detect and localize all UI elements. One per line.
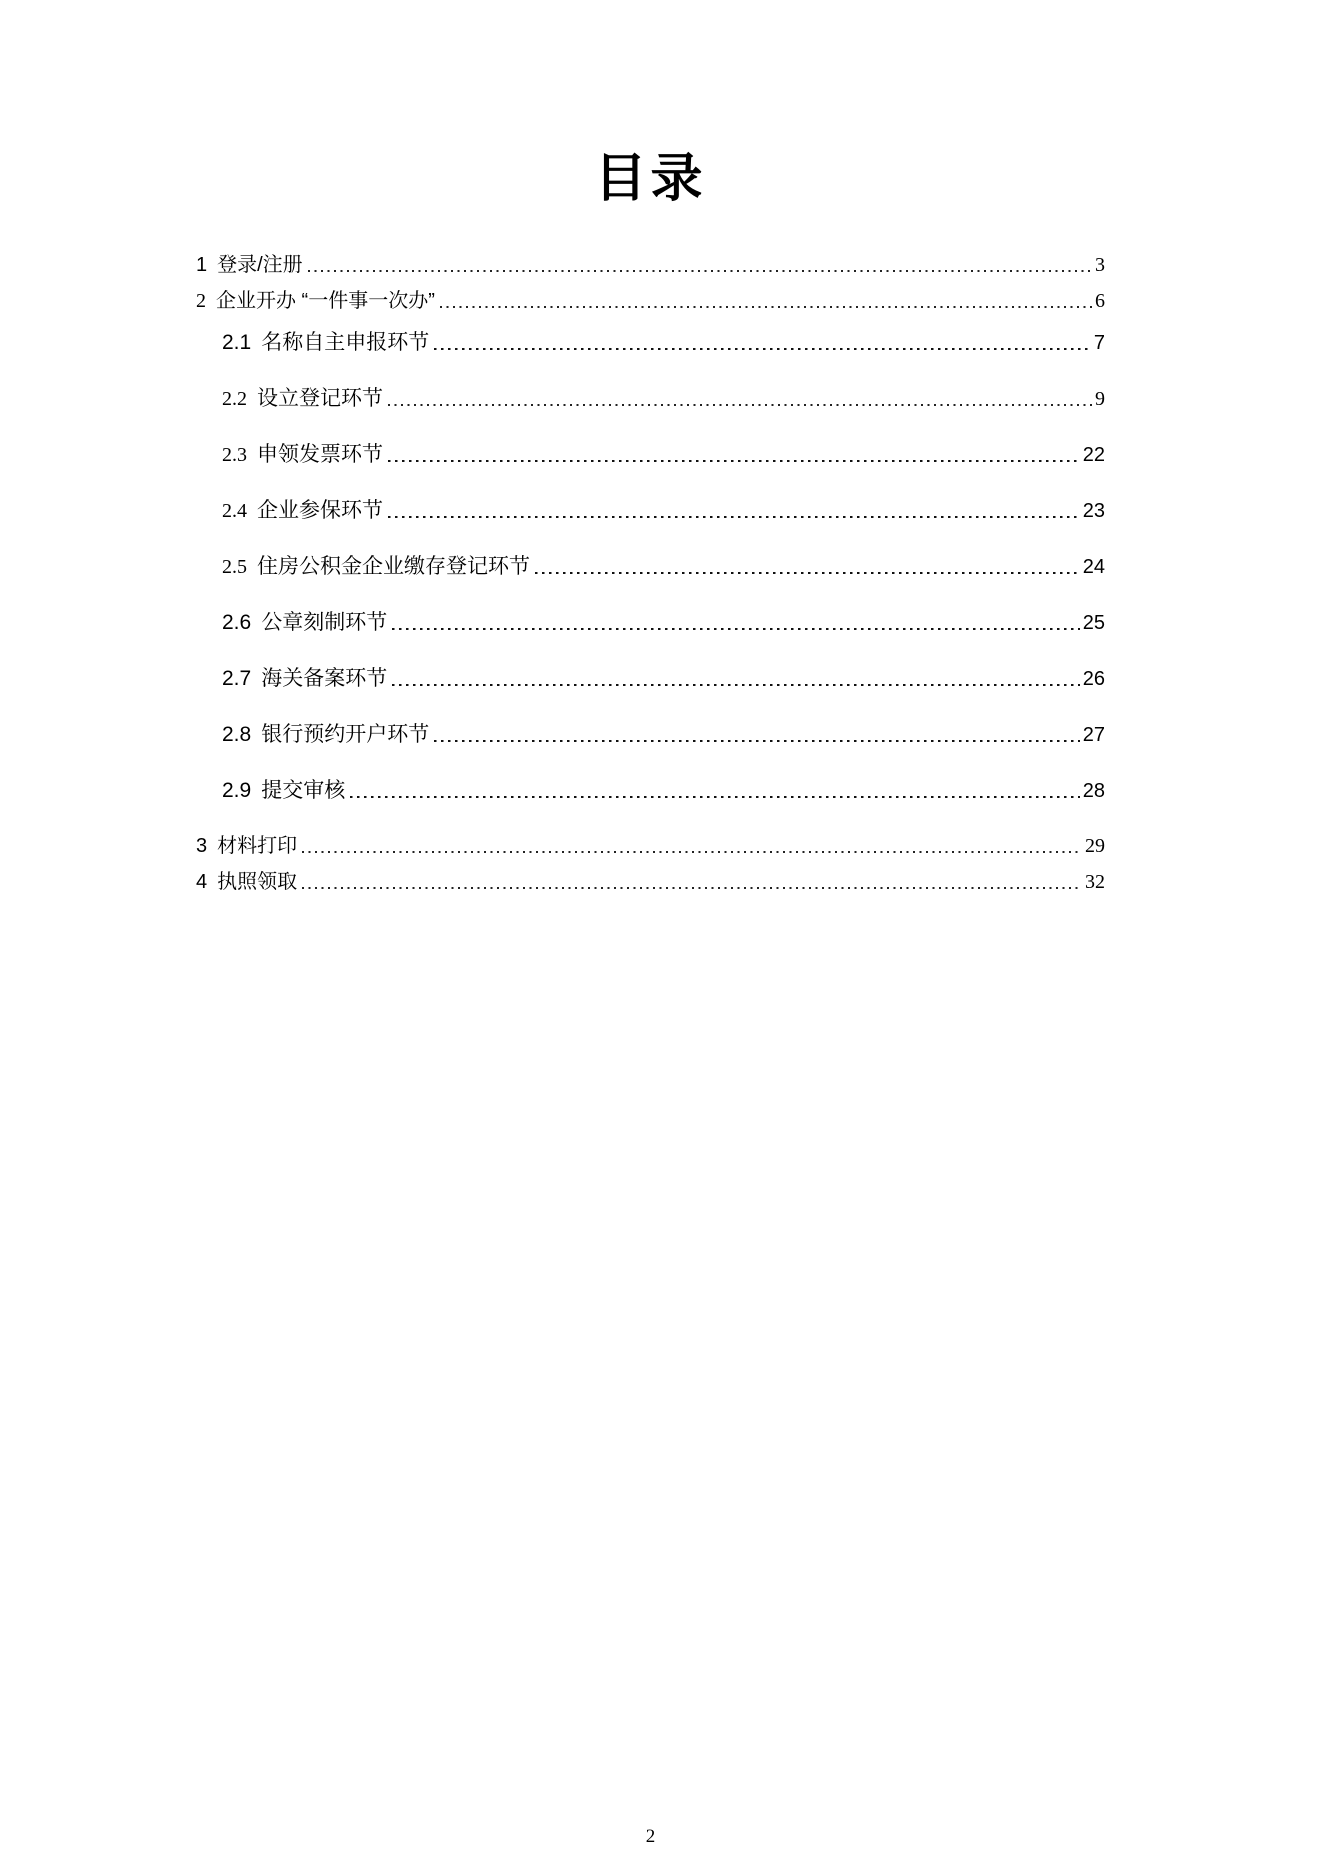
toc-entry-number: 2.6 [222,611,252,634]
toc-entry[interactable] [222,554,1105,580]
toc-content [196,0,1105,895]
toc-entry[interactable] [222,330,1105,356]
footer-page-number: 2 [645,1826,656,1847]
toc-entry-page-number: 25 [1082,612,1105,634]
toc-entry[interactable] [222,666,1105,692]
toc-entry-label: 企业参保环节 [257,499,383,522]
toc-entry[interactable] [222,386,1105,412]
toc-entry-label: 登录/注册 [217,254,303,276]
toc-entry-label: 公章刻制环节 [261,611,388,634]
toc-entry-number: 2.1 [222,331,252,354]
dotted-leader [388,403,1092,406]
toc-entry-page-number: 29 [1085,835,1105,857]
dotted-leader [392,683,1080,686]
toc-entry[interactable] [196,288,1105,314]
toc-entry-number: 2 [196,290,206,312]
toc-entry[interactable] [222,722,1105,748]
toc-list [196,252,1105,895]
toc-entry[interactable] [196,833,1105,859]
dotted-leader [392,627,1080,630]
toc-entry-label: 银行预约开户环节 [261,723,430,746]
toc-entry-number: 3 [196,835,208,857]
dotted-leader [388,515,1080,518]
toc-entry-page-number: 27 [1082,724,1105,746]
toc-entry-label: 材料打印 [217,835,298,857]
dotted-leader [302,886,1082,889]
toc-entry-label: 设立登记环节 [257,387,383,410]
toc-entry-page-number: 24 [1082,556,1105,578]
toc-entry-page-number: 6 [1095,290,1105,312]
toc-entry-page-number: 9 [1095,388,1105,410]
toc-entry-number: 2.9 [222,779,252,802]
toc-entry-number: 2.7 [222,667,252,690]
toc-entry-number: 2.8 [222,723,252,746]
dotted-leader [350,795,1080,798]
toc-entry-page-number: 3 [1095,254,1105,276]
toc-entry-label: 申领发票环节 [257,443,383,466]
toc-entry[interactable] [196,869,1105,895]
dotted-leader [434,347,1091,350]
toc-entry-label: 提交审核 [261,779,346,802]
toc-entry-page-number: 23 [1082,500,1105,522]
toc-entry[interactable] [222,778,1105,804]
toc-entry-page-number: 22 [1082,444,1105,466]
toc-entry-number: 2.4 [222,500,247,522]
toc-entry-page-number: 26 [1082,668,1105,690]
toc-entry-label: 企业开办 “一件事一次办” [216,290,435,312]
toc-entry[interactable] [222,442,1105,468]
dotted-leader [440,305,1092,308]
toc-entry[interactable] [196,252,1105,278]
toc-entry-page-number: 7 [1093,332,1105,354]
toc-entry-number: 2.2 [222,388,247,410]
dotted-leader [434,739,1080,742]
toc-entry-number: 2.5 [222,556,247,578]
dotted-leader [535,571,1080,574]
toc-entry-label: 住房公积金企业缴存登记环节 [257,555,530,578]
toc-entry-label: 海关备案环节 [261,667,388,690]
toc-entry-label: 名称自主申报环节 [261,331,430,354]
toc-title: 目录 [594,150,707,208]
toc-entry-number: 2.3 [222,444,247,466]
toc-entry[interactable] [222,610,1105,636]
toc-entry-label: 执照领取 [217,871,298,893]
toc-entry-page-number: 32 [1085,871,1105,893]
toc-entry-number: 4 [196,871,208,893]
dotted-leader [388,459,1080,462]
toc-entry[interactable] [222,498,1105,524]
dotted-leader [308,269,1092,272]
toc-entry-page-number: 28 [1082,780,1105,802]
toc-entry-number: 1 [196,254,208,276]
dotted-leader [302,850,1082,853]
